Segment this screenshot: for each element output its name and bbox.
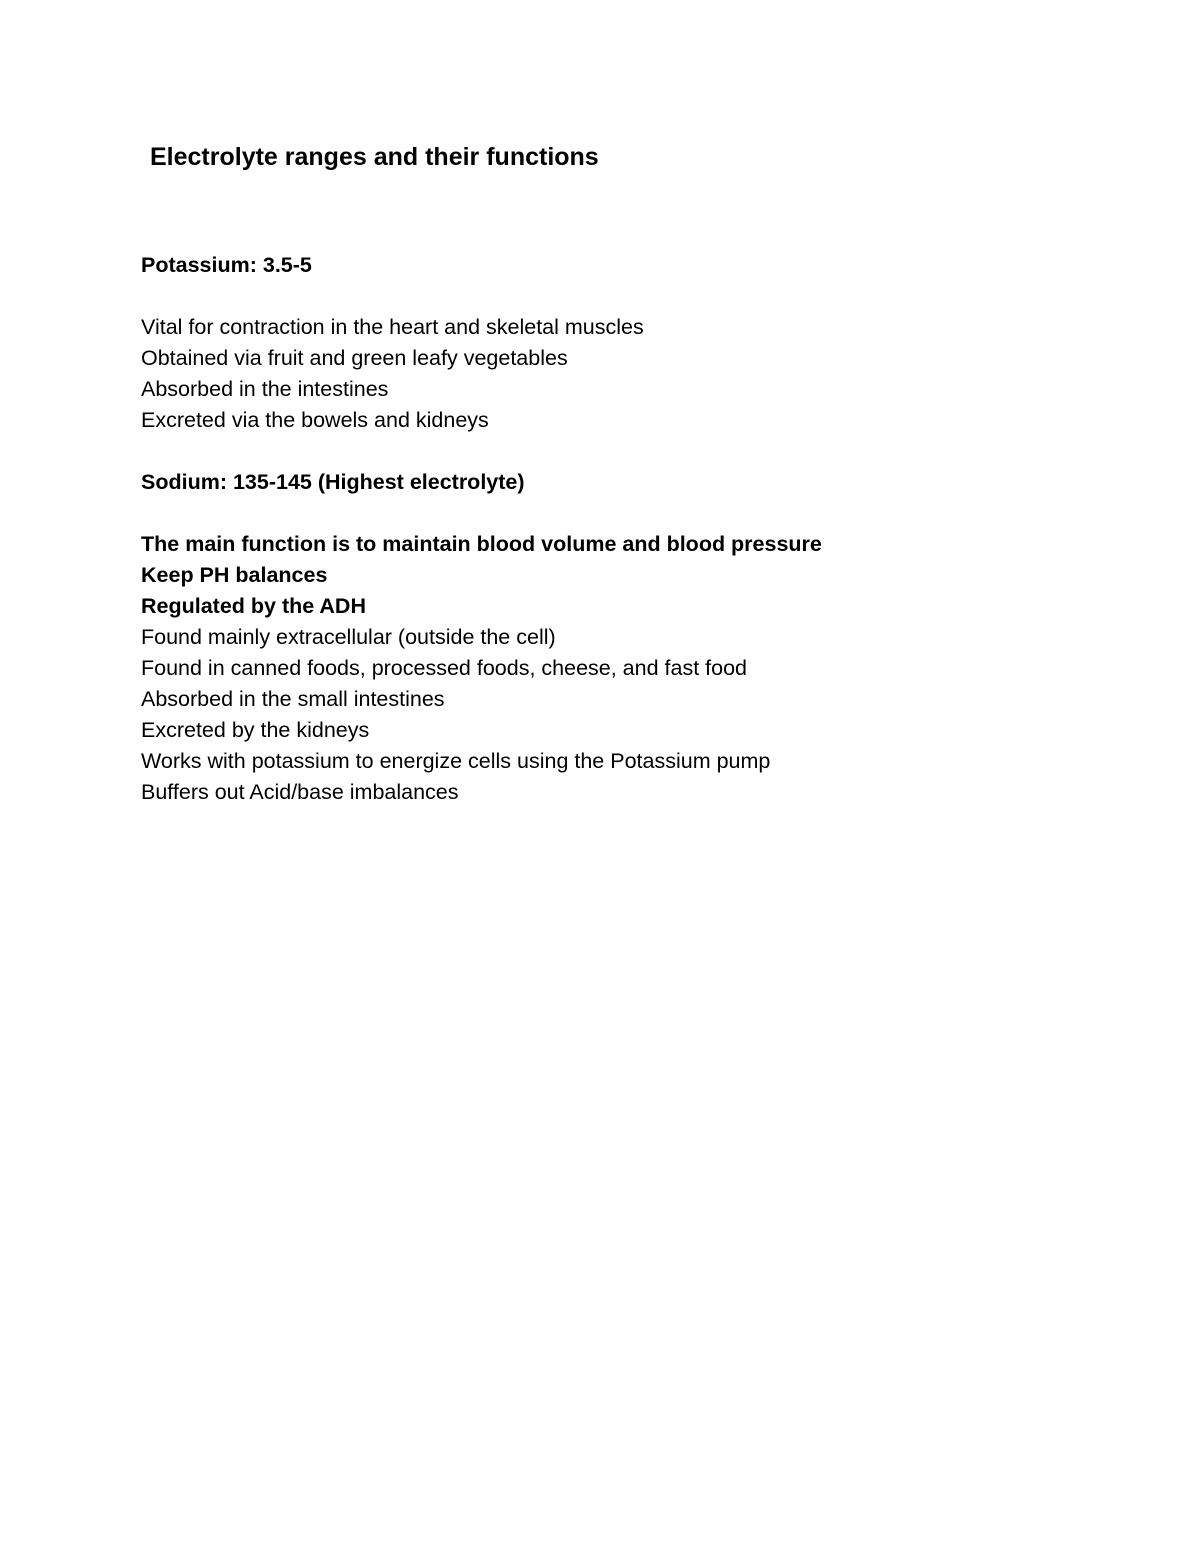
sodium-section bbox=[141, 467, 822, 808]
sodium-bold-line: The main function is to maintain blood volume and blood pressure bbox=[141, 532, 822, 556]
sodium-line: Found mainly extracellular (outside the cell) bbox=[141, 625, 556, 649]
potassium-line: Obtained via fruit and green leafy vegetables bbox=[141, 346, 568, 370]
potassium-line: Vital for contraction in the heart and skeletal muscles bbox=[141, 315, 644, 339]
sodium-line: Absorbed in the small intestines bbox=[141, 687, 445, 711]
spacer bbox=[141, 281, 644, 312]
potassium-heading: Potassium: 3.5-5 bbox=[141, 253, 312, 277]
sodium-line: Excreted by the kidneys bbox=[141, 718, 370, 742]
sodium-heading: Sodium: 135-145 (Highest electrolyte) bbox=[141, 470, 525, 494]
sodium-line: Buffers out Acid/base imbalances bbox=[141, 780, 459, 804]
potassium-line: Excreted via the bowels and kidneys bbox=[141, 408, 489, 432]
sodium-line: Works with potassium to energize cells using the Potassium pump bbox=[141, 749, 771, 773]
document-title: Electrolyte ranges and their functions bbox=[150, 143, 599, 171]
sodium-line: Found in canned foods, processed foods, cheese, and fast food bbox=[141, 656, 747, 680]
sodium-bold-line: Regulated by the ADH bbox=[141, 594, 366, 618]
sodium-bold-line: Keep PH balances bbox=[141, 563, 328, 587]
potassium-line: Absorbed in the intestines bbox=[141, 377, 389, 401]
potassium-section bbox=[141, 250, 644, 436]
spacer bbox=[141, 498, 822, 529]
